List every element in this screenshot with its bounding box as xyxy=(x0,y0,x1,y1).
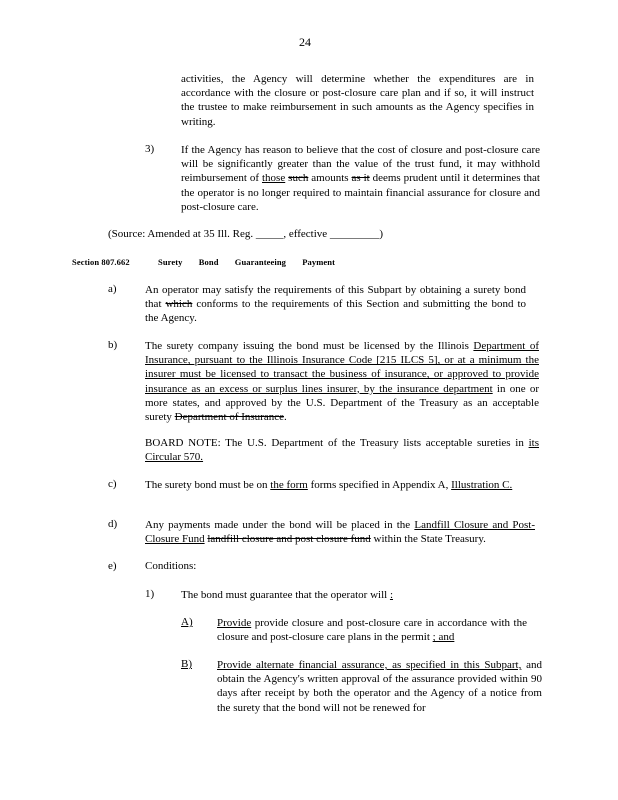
subsection-b-text: The surety company issuing the bond must be licensed by the Illinois Department of Insurance, pursuant to the Illinois Insurance Code [215 ILCS 5], or at a minimum the insurer must be licensed to transact the business of insurance, or approved to provide insurance as an excess or surplus lines insurer, by the insurance department in one or more states, and approved by the U.S. Department of the Treasury as an acceptable surety Department of Insurance. xyxy=(145,340,539,424)
insertion: the form xyxy=(270,479,308,491)
subsection-e-label: e) xyxy=(108,560,117,572)
item-B-label: B) xyxy=(181,658,192,670)
item-A-text: Provide provide closure and post-closure care in accordance with the closure and post-closure care plans in the permit ; and xyxy=(217,617,527,644)
subsection-c-text: The surety bond must be on the form forms specified in Appendix A, Illustration C. xyxy=(145,479,513,491)
deletion: such xyxy=(288,172,309,185)
continued-paragraph: activities, the Agency will determine whether the expenditures are in accordance with the closure or post-closure care plan and if so, it will instruct the trustee to make reimbursement in such amounts as the Agency specifies in writing. xyxy=(181,73,534,128)
insertion: its Circular 570. xyxy=(145,437,539,464)
insertion: Illustration C. xyxy=(451,479,513,491)
item-B-text: Provide alternate financial assurance, as specified in this Subpart, and obtain the Agency's written approval of the assurance provided within 90 days after receipt by both the operator and the Agency of a notice from the surety that the bond will not be renewed for xyxy=(217,659,542,714)
section-number: Section 807.662 xyxy=(72,257,130,267)
item-3-text: If the Agency has reason to believe that the cost of closure and post-closure care will be significantly greater than the value of the trust fund, it may withhold reimbursement of those such amounts as it deems prudent until it determines that the operator is no longer required to maintain financial assurance for closure and post-closure care. xyxy=(181,144,540,213)
subsection-b-label: b) xyxy=(108,339,118,351)
subsection-d-text: Any payments made under the bond will be placed in the Landfill Closure and Post-Closure Fund landfill closure and post closure fund within the State Treasury. xyxy=(145,519,535,546)
subsection-c-label: c) xyxy=(108,478,117,490)
insertion: Provide xyxy=(217,617,252,629)
insertion: those xyxy=(262,172,286,185)
deletion: as it xyxy=(351,172,370,185)
section-title: Surety Bond Guaranteeing Payment xyxy=(158,257,336,267)
board-note: BOARD NOTE: The U.S. Department of the Treasury lists acceptable sureties in its Circular 570. xyxy=(145,437,539,464)
deletion: Department of Insurance xyxy=(174,411,284,424)
subsection-a-text: An operator may satisfy the requirements of this Subpart by obtaining a surety bond that which conforms to the requirements of this Section and submitting the bond to the Agency. xyxy=(145,284,526,325)
subsection-e-title: Conditions: xyxy=(145,560,197,572)
source-note: (Source: Amended at 35 Ill. Reg. _____, effective _________) xyxy=(108,228,384,240)
item-e1-text: The bond must guarantee that the operator will : xyxy=(181,589,393,601)
item-3-label: 3) xyxy=(145,143,155,155)
deletion: which xyxy=(165,298,193,311)
item-A-label: A) xyxy=(181,616,193,628)
insertion: Department of Insurance, pursuant to the Illinois Insurance Code [215 ILCS 5], or at a minimum the insurer must be licensed to transact the business of insurance, or approved to provide insurance as an excess or surplus lines insurer, by the insurance department xyxy=(145,340,539,395)
insertion: Landfill Closure and Post-Closure Fund xyxy=(145,519,535,546)
insertion: ; and xyxy=(432,631,455,644)
insertion: : xyxy=(389,589,393,601)
item-e1-label: 1) xyxy=(145,588,155,600)
subsection-a-label: a) xyxy=(108,283,117,295)
subsection-d-label: d) xyxy=(108,518,118,530)
page-number: 24 xyxy=(299,35,311,49)
insertion: Provide alternate financial assurance, as specified in this Subpart, xyxy=(217,659,522,671)
deletion: landfill closure and post closure fund xyxy=(207,533,371,546)
